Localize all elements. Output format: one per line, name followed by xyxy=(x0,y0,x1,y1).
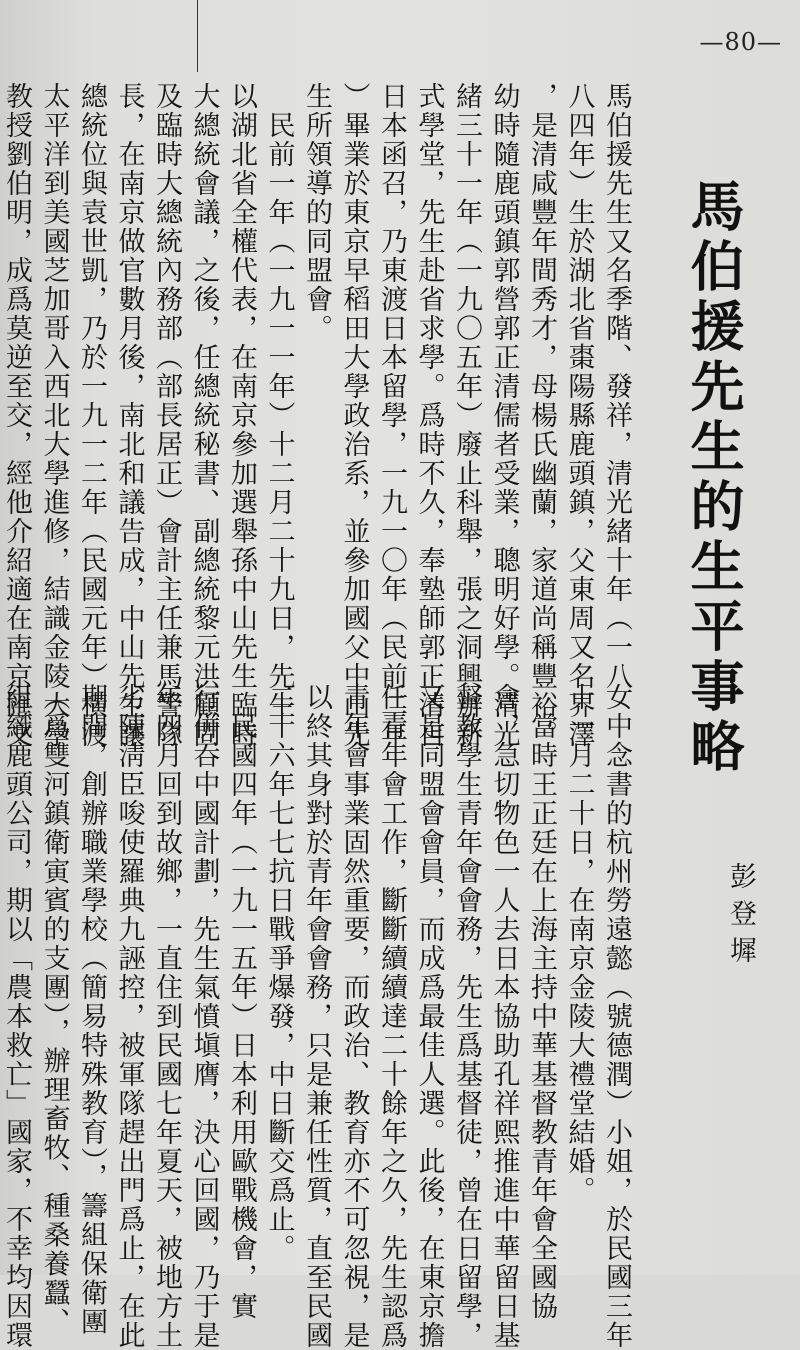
text-line: 民前一年（一九一一年）十二月二十九日，先生 xyxy=(263,82,295,720)
text-line: 劣陳淸臣唆使羅典九誣控，被軍隊趕出門爲止，在此 xyxy=(113,683,145,1350)
text-line: 又是同盟會會員，而成爲最佳人選。此後，在東京擔 xyxy=(413,683,445,1350)
text-line: 馬伯援先生又名季階、發祥，清光緒十年（一八 xyxy=(601,82,632,691)
text-line: 女中念書的杭州勞遠懿（號德潤）小姐，於民國三年 xyxy=(601,683,632,1350)
text-line: 民國四年（一九一五年）日本利用歐戰機會，實 xyxy=(226,683,257,1321)
text-line: 督教學生青年會會務，先生爲基督徒，曾在日留學， xyxy=(451,683,482,1350)
text-line: 十一月二十日，在南京金陵大禮堂結婚。 xyxy=(563,683,595,1205)
text-line: 以湖北省全權代表，在南京參加選舉孫中山先生臨時 xyxy=(226,82,257,749)
text-line: 生所領導的同盟會。 xyxy=(301,82,332,343)
text-line: 二十六年七七抗日戰爭爆發，中日斷交爲止。 xyxy=(263,683,295,1263)
text-line: 任青年會工作，斷斷續續達二十餘年之久，先生認爲 xyxy=(376,683,407,1350)
text-line: 八四年）生於湖北省棗陽縣鹿頭鎮，父東周又名界澤 xyxy=(563,82,595,749)
author-name: 彭登墀 xyxy=(725,862,756,973)
text-line: 行併吞中國計劃，先生氣憤塡膺，決心回國，乃于是 xyxy=(188,683,220,1350)
text-line: 日本函召，乃東渡日本留學，一九一〇年（民前二年 xyxy=(376,82,407,749)
text-line: 年四月回到故鄉，一直住到民國七年夏天，被地方土 xyxy=(151,683,182,1350)
page-number: —80— xyxy=(699,28,782,56)
text-line: 大總統會議，之後，任總統秘書、副總統黎元洪顧問 xyxy=(188,82,220,749)
text-line: 及臨時大總統內務部（部長居正）會計主任兼馬警隊 xyxy=(151,82,182,749)
text-line: 太平洋到美國芝加哥入西北大學進修，結識金陵大學 xyxy=(38,82,70,749)
text-line: 青年會事業固然重要，而政治、教育亦不可忽視，是 xyxy=(338,683,370,1350)
text-line: （爲雙河鎮衛寅賓的支團），辦理畜牧、種桑養蠶、 xyxy=(38,683,70,1337)
text-line: 長，在南京做官數月後，南北和議告成，中山先生讓 xyxy=(113,82,145,749)
text-line: 以終其身對於青年會會務，只是兼任性質，直至民國 xyxy=(301,683,332,1350)
text-line: 緒三十一年（一九〇五年）廢止科舉，張之洞興辦新 xyxy=(451,82,482,749)
text-line: 組織鹿頭公司，期以「農本救亡」國家，不幸均因環 xyxy=(1,683,32,1350)
body-text-bottom xyxy=(0,683,635,1350)
text-line: 教授劉伯明，成爲莫逆至交，經他介紹適在南京匯文 xyxy=(1,82,32,749)
article-title: 馬伯援先生的生平事略 xyxy=(682,178,745,778)
text-line: ，是清咸豐年間秀才，母楊氏幽蘭，家道尚稱豐裕。 xyxy=(526,82,557,749)
text-line: 幼時隨鹿頭鎮郭營郭正清儒者受業，聰明好學。清光 xyxy=(488,82,520,749)
text-line: 期間，創辦職業學校（簡易特殊教育），籌組保衛團 xyxy=(76,683,107,1337)
text-line: 總統位與袁世凱，乃於一九一二年（民國元年）橫渡 xyxy=(76,82,107,749)
body-text-top xyxy=(0,82,635,749)
text-line: 式學堂，先生赴省求學。爲時不久，奉塾師郭正清自 xyxy=(413,82,445,749)
text-line: ）畢業於東京早稻田大學政治系，並參加國父中山先 xyxy=(338,82,370,749)
binding-line xyxy=(197,0,198,72)
text-line: 當時王正廷在上海主持中華基督教青年會全國協 xyxy=(526,683,557,1321)
text-line: 會，急切物色一人去日本協助孔祥熙推進中華留日基 xyxy=(488,683,520,1350)
